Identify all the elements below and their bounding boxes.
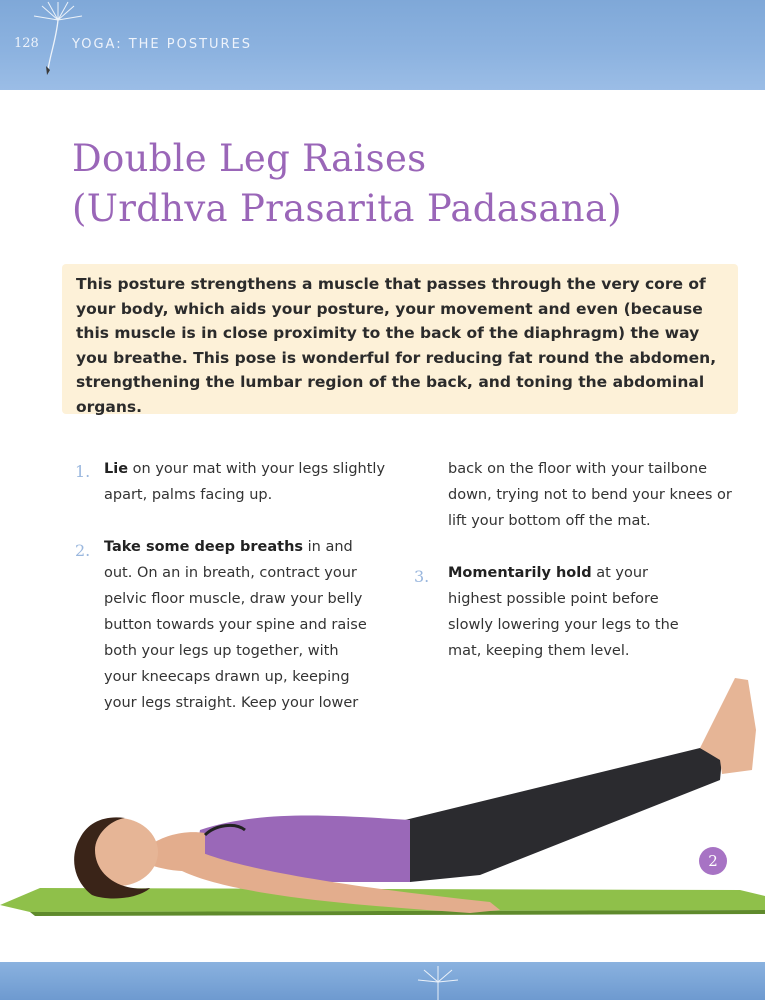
pose-photo	[0, 670, 765, 930]
dandelion-icon	[408, 962, 468, 1000]
header-band	[0, 0, 765, 90]
legs	[405, 748, 722, 882]
title-line-2: (Urdhva Prasarita Padasana)	[72, 187, 622, 230]
neck	[150, 832, 205, 871]
intro-text: This posture strengthens a muscle that passes through the very core of your body, which aids your posture, your movement and even (because this muscle is in close proximity to the back of the diaphragm) the way you breathe. This pose is wonderful for reducing fat round the abdomen, strengthening the lumbar region of the back, and toning the abdominal organs.	[76, 275, 717, 416]
step-3-lead: Momentarily hold	[448, 565, 592, 581]
step-2-lead: Take some deep breaths	[104, 539, 304, 555]
photo-badge: 2	[699, 847, 727, 875]
step-number-1: 1.	[75, 462, 91, 481]
step-1-lead: Lie	[104, 461, 129, 477]
step-1	[104, 456, 394, 508]
title-line-1: Double Leg Raises	[72, 137, 427, 180]
step-number-3: 3.	[414, 567, 430, 586]
section-title: YOGA: THE POSTURES	[72, 37, 253, 52]
step-2-text: in and out. On an in breath, contract your pelvic floor muscle, draw your belly button towards your spine and raise both your legs up together, with your kneecaps drawn up, keeping your legs straight. Keep your lower	[104, 539, 367, 711]
page-number: 128	[14, 36, 39, 51]
step-3-text: at your highest possible point before slowly lowering your legs to the mat, keeping them level.	[448, 565, 679, 659]
page-title	[72, 134, 622, 234]
step-number-2: 2.	[75, 541, 91, 560]
step-2-continued: back on the floor with your tailbone down, trying not to bend your knees or lift your bottom off the mat.	[448, 461, 732, 529]
footer-band	[0, 962, 765, 1000]
step-3	[448, 560, 688, 664]
step-1-text: on your mat with your legs slightly apart, palms facing up.	[104, 461, 386, 503]
